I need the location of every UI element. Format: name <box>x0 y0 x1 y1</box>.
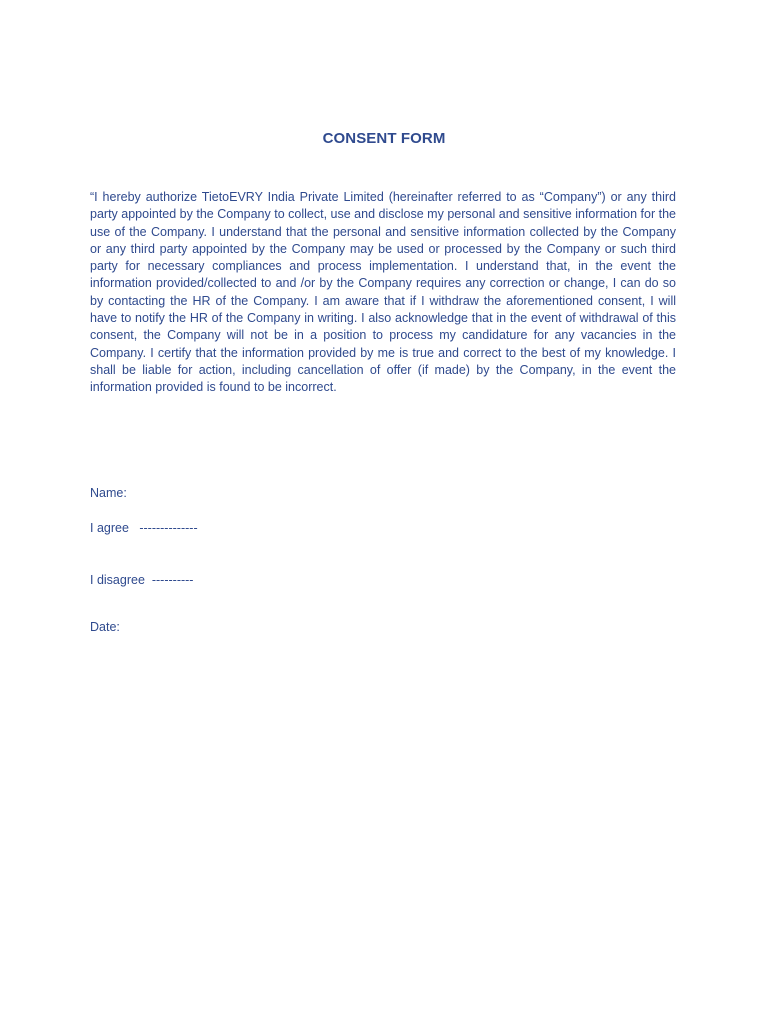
disagree-field-label: I disagree ---------- <box>90 573 194 587</box>
name-field-label: Name: <box>90 486 127 500</box>
date-field-label: Date: <box>90 620 120 634</box>
consent-paragraph: “I hereby authorize TietoEVRY India Private Limited (hereinafter referred to as “Company”) or any third party appointed by the Company to collect, use and disclose my personal and sensitive information for the use of the Company. I understand that the personal and sensitive information collected by the Company or any third party appointed by the Company may be used or processed by the Company or such third party for necessary compliances and process implementation. I understand that, in the event the information provided/collected to and /or by the Company requires any correction or change, I can do so by contacting the HR of the Company. I am aware that if I withdraw the aforementioned consent, I will have to notify the HR of the Company in writing. I also acknowledge that in the event of withdrawal of this consent, the Company will not be in a position to process my candidature for any vacancies in the Company. I certify that the information provided by me is true and correct to the best of my knowledge. I shall be liable for action, including cancellation of offer (if made) by the Company, in the event the information provided is found to be incorrect. <box>90 190 676 395</box>
agree-field-label: I agree -------------- <box>90 521 198 535</box>
document-title: CONSENT FORM <box>322 130 446 147</box>
